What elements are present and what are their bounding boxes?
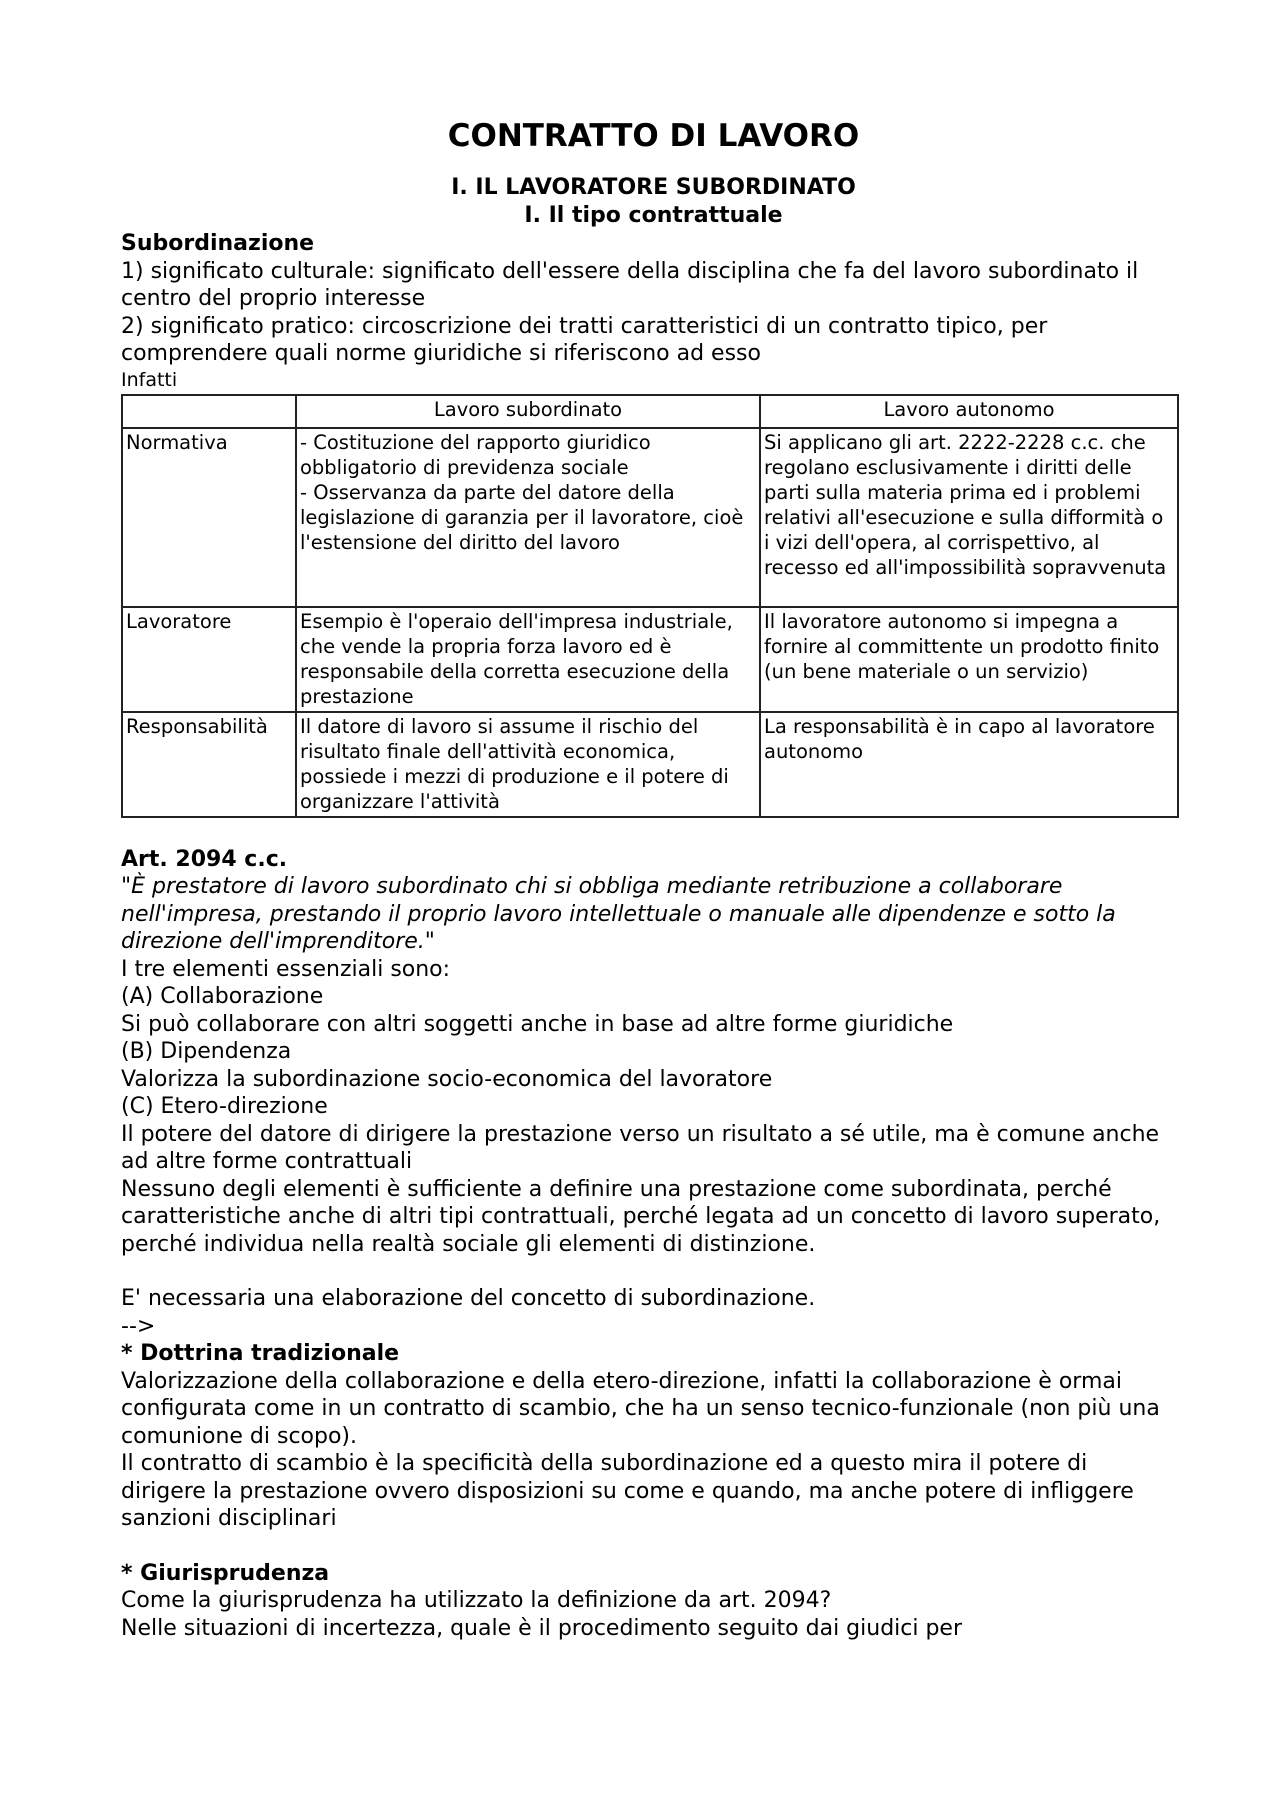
part-heading: I. IL LAVORATORE SUBORDINATO [451,175,856,200]
comparison-table [121,394,1179,818]
cell-lavoratore-subordinato: Esempio è l'operaio dell'impresa industriale, che vende la propria forza lavoro ed è responsabile della corretta esecuzione della prestazione [296,607,760,712]
element-b-text: Valorizza la subordinazione socio-economica del lavoratore [121,1066,773,1092]
quote-text: È prestatore di lavoro subordinato chi si obbliga mediante retribuzione a collaborare nell'impresa, prestando il proprio lavoro intellettuale o manuale alle dipendenze e sotto la direzione dell'imprenditore. [121,874,1116,954]
element-c-text: Il potere del datore di dirigere la prestazione verso un risultato a sé utile, ma è comune anche ad altre forme contrattuali [121,1121,1160,1174]
table-row [122,607,1178,712]
art-2094-heading: Art. 2094 c.c. [121,846,288,872]
cell-responsabilita-autonomo: La responsabilità è in capo al lavoratore autonomo [760,712,1178,817]
subordinazione-heading: Subordinazione [121,231,315,256]
cell-normativa-subordinato [296,428,760,607]
quote-close: " [424,929,435,954]
cell-responsabilita-subordinato: Il datore di lavoro si assume il rischio del risultato finale dell'attività economica, possiede i mezzi di produzione e il potere di organizzare l'attività [296,712,760,817]
table-header-subordinato: Lavoro subordinato [296,395,760,428]
table-header-row [122,395,1178,428]
cell-lavoratore-autonomo: Il lavoratore autonomo si impegna a fornire al committente un prodotto finito (un bene materiale o un servizio) [760,607,1178,712]
cell-normativa-autonomo: Si applicano gli art. 2222-2228 c.c. che regolano esclusivamente i diritti delle parti sulla materia prima ed i problemi relativi all'esecuzione e sulla difformità o i vizi dell'opera, al corrispettivo, al recesso ed all'impossibilità sopravvenuta [760,428,1178,607]
elements-intro: I tre elementi essenziali sono: [121,956,451,982]
subordinazione-point-1: 1) significato culturale: significato dell'essere della disciplina che fa del lavoro subordinato il centro del proprio interesse [121,258,1139,311]
row-label-normativa: Normativa [122,428,296,607]
row-label-lavoratore: Lavoratore [122,607,296,712]
row-label-responsabilita: Responsabilità [122,712,296,817]
element-c-title: (C) Etero-direzione [121,1094,328,1119]
art-2094-quote [121,873,1176,956]
quote-open: " [121,874,132,899]
element-b-title: (B) Dipendenza [121,1039,292,1064]
element-a-text: Si può collaborare con altri soggetti anche in base ad altre forme giuridiche [121,1011,954,1037]
dottrina-paragraph-1: Valorizzazione della collaborazione e della etero-direzione, infatti la collaborazione è ormai configurata come in un contratto di scambio, che ha un senso tecnico-funzionale (non più una comunione di scopo). [121,1368,1160,1449]
elaborazione-line: E' necessaria una elaborazione del concetto di subordinazione. [121,1286,816,1311]
arrow-line: --> [121,1313,156,1339]
document-title: CONTRATTO DI LAVORO [447,118,860,154]
table-header-autonomo: Lavoro autonomo [760,395,1178,428]
giurisprudenza-paragraph-1: Come la giurisprudenza ha utilizzato la definizione da art. 2094? [121,1588,832,1613]
table-row [122,428,1178,607]
giurisprudenza-heading: * Giurisprudenza [121,1560,330,1586]
dottrina-paragraph-2: Il contratto di scambio è la specificità della subordinazione ed a questo mira il potere di dirigere la prestazione ovvero disposizioni su come e quando, ma anche potere di infliggere sanzioni disciplinari [121,1451,1134,1531]
dottrina-heading: * Dottrina tradizionale [121,1341,400,1366]
table-row [122,712,1178,817]
chapter-heading: I. Il tipo contrattuale [524,203,783,228]
elements-conclusion: Nessuno degli elementi è sufficiente a definire una prestazione come subordinata, perché caratteristiche anche di altri tipi contrattuali, perché legata ad un concetto di lavoro superato, perché individua nella realtà sociale gli elementi di distinzione. [121,1176,1161,1257]
element-a-title: (A) Collaborazione [121,984,324,1009]
subordinazione-point-2: 2) significato pratico: circoscrizione dei tratti caratteristici di un contratto tipico, per comprendere quali norme giuridiche si riferiscono ad esso [121,313,1048,366]
table-header-empty [122,395,296,428]
cell-text: - Costituzione del rapporto giuridico obbligatorio di previdenza sociale - Osservanza da parte del datore della legislazione di garanzia per il lavoratore, cioè l'estensione del diritto del lavoro [300,430,744,554]
giurisprudenza-paragraph-2: Nelle situazioni di incertezza, quale è il procedimento seguito dai giudici per [121,1615,963,1641]
blank-line [121,1533,1176,1560]
infatti-label: Infatti [121,368,178,391]
blank-line [121,1258,1176,1285]
